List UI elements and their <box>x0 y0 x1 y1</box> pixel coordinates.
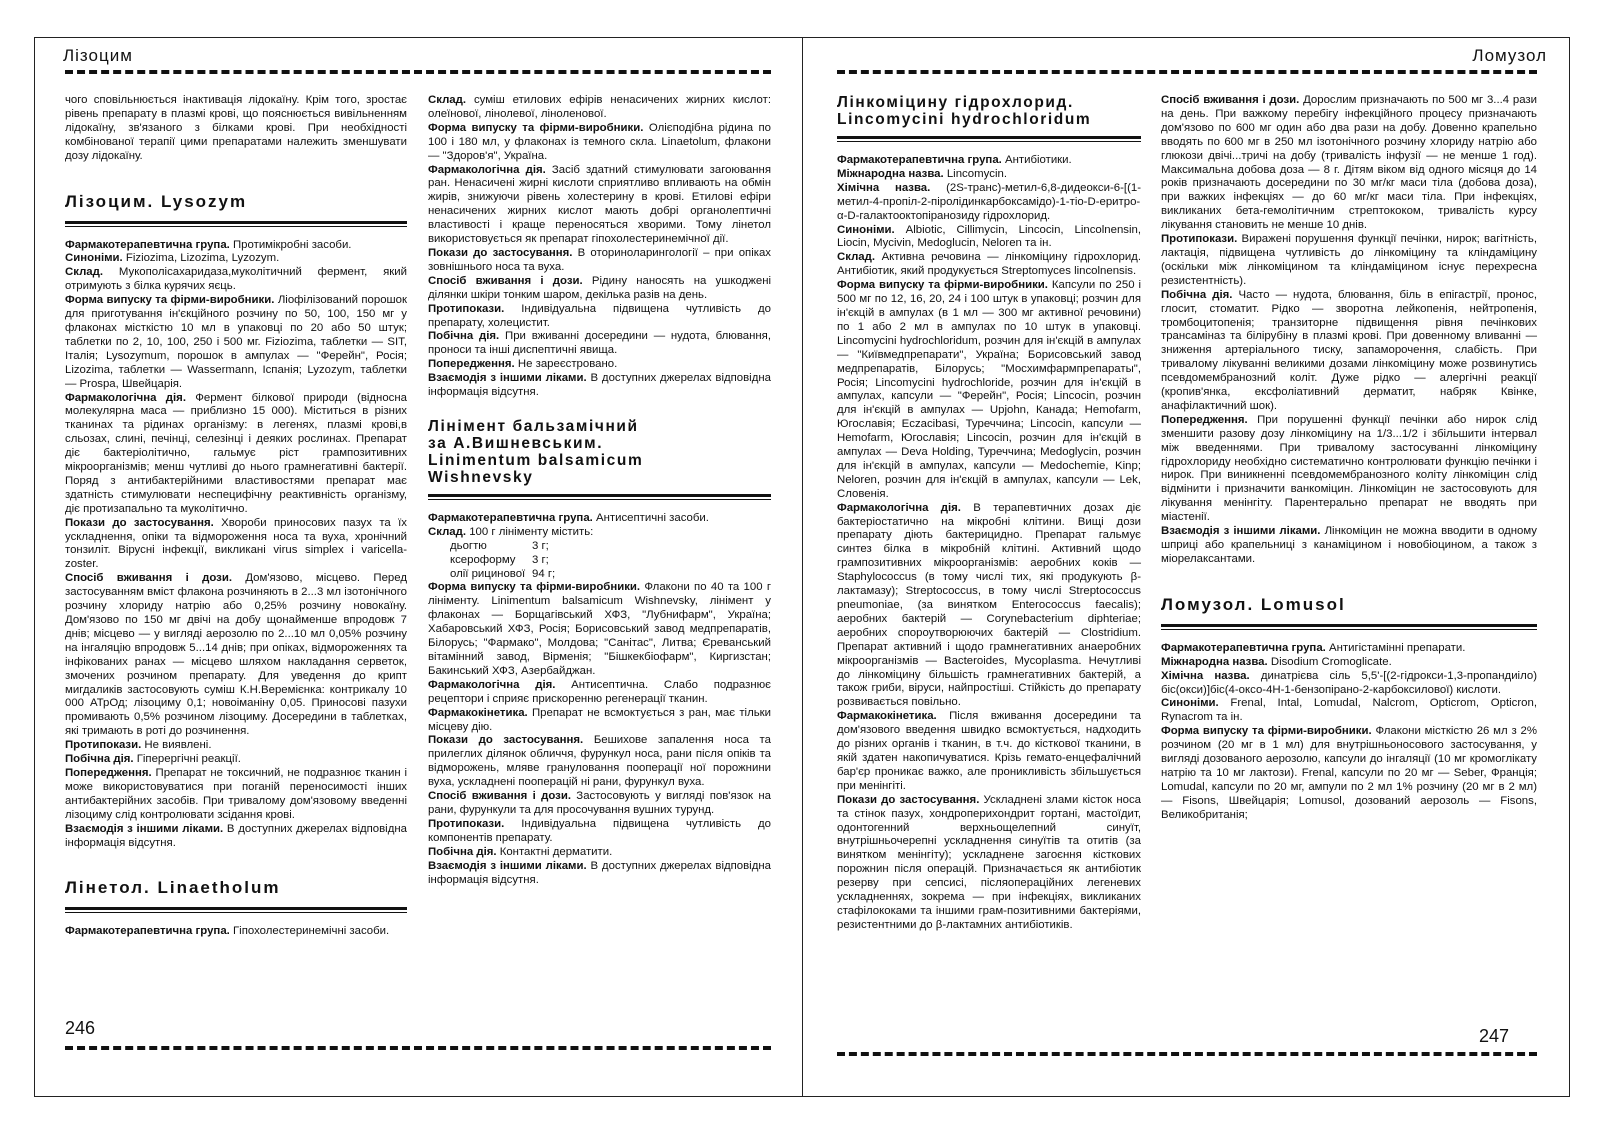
paragraph: Попередження. При порушенні функції печінки або нирок слід зменшити разову дозу лінкоміцину на 1/3...1/2 і збільшити інтервал між введеннями. При тривалому застосуванні лінкоміцину гідрохлориду необхідно систематично контролювати функцію печінки і нирок. При виникненні псевдомембранозного коліту лінкоміцин слід відмінити і призначити ванкоміцин. Лінкоміцин не застосовують для лікування менінгіту. Парентерально препарат не вводять при міастенії. <box>1161 413 1537 524</box>
paragraph: Синоніми. Albiotic, Cillimycin, Lincocin, Lincolnensin, Liocin, Mycivin, Medoglucin, Neloren та ін. <box>837 223 1141 250</box>
left-page <box>34 37 803 1097</box>
paragraph: Фармакотерапевтична група. Протимікробні засоби. <box>65 238 352 251</box>
paragraph: Протипокази. Виражені порушення функції печінки, нирок; вагітність, лактація, підвищена чутливість до лінкоміцину та кліндаміцину (оскільки між лінкоміцином та кліндаміцином існує перехресна резистентність). <box>1161 233 1537 287</box>
title-rule <box>837 136 1141 142</box>
paragraph: Покази до застосування. Ускладнені злами кісток носа та стінок пазух, хондроперихондрит гортані, мастоїдит, одонтогенний верхньощелепний синуїт, внутрішньочерепні ускладнення синуїтів та отитів (за винятком менінгіту); ускладнене загоєння кісткових порожнин після операцій. Призначається як антибіотик резерву при сепсисі, післяопераційних легеневих ускладненнях, зокрема — при інфекціях, викликаних стафілококами та іншими грам-позитивними бактеріями, резистентними до β-лактамних антибіотиків. <box>837 793 1141 931</box>
page-number: 246 <box>65 1018 96 1038</box>
paragraph: Попередження. Не зареєстровано. <box>428 358 618 371</box>
paragraph: Спосіб вживання і дози. Дорослим призначають по 500 мг 3...4 рази на день. При важкому перебігу інфекційного процесу призначають дом'язово по 600 мг один або два рази на добу. Довенно крапельно вводять по 600 мг в 250 мл ізотонічного розчину хлориду натрію або глюкози двічі...тричі на добу (тривалість інфузії — не менше 1 год). Максимальна добова доза — 8 г. Дітям віком від одного місяця до 14 років призначають досередини по 30 мг/кг маси тіла (добова доза), при важких інфекціях — до 60 мг/кг маси тіла. При інфекціях, викликаних бета-гемолітичним стрептококом, тривалість курсу лікування становить не менше 10 днів. <box>1161 94 1538 232</box>
right-page <box>802 37 1570 1097</box>
paragraph: Фармакологічна дія. В терапевтичних дозах діє бактеріостатично на мікробні клітини. Вищі дози препарату діють бактерицидно. Препарат гальмує синтез білка в мікробній клітині. Активний щодо грампозитивних мікроорганізмів: аеробних коків — Staphylococcus (в тому числі тих, які продукують β-лактамазу); Streptococcus, в тому числі Streptococcus pneumoniae, (за винятком Enterococcus faecalis); аеробних бактерій — Corynebacterium diphteriae; аеробних спороутворюючих бактерій — Clostridium. Препарат активний і щодо грамнегативних анаеробних мікроорганізмів — Bacteroides, Mycoplasma. Нечутливі до лінкоміцину більшість грамнегативних бактерій, а також гриби, віруси, найпростіші. Стійкість до препарату розвивається повільно. <box>837 501 1141 709</box>
title-line: за А.Вишневським. <box>428 434 604 452</box>
paragraph: Протипокази. Індивідуальна підвищена чутливість до препарату, холецистит. <box>428 302 771 329</box>
paragraph: Спосіб вживання і дози. Рідину наносять на ушкоджені ділянки шкіри тонким шаром, декілька разів на день. <box>428 274 772 301</box>
paragraph: Фармакотерапевтична група. Гіпохолестеринемічні засоби. <box>65 925 390 938</box>
paragraph: Синоніми. Frenal, Intal, Lomudal, Nalcrom, Opticrom, Opticron, Rynacrom та ін. <box>1161 697 1537 724</box>
paragraph: Склад. Мукополісахаридаза,муколітичний фермент, який отримують з білка курячих яєць. <box>65 266 407 293</box>
column-right-2 <box>1161 94 1537 823</box>
header-divider <box>837 70 1537 74</box>
paragraph: Фармакологічна дія. Антисептична. Слабо подразнює рецептори і сприяє прискоренню регенерації тканин. <box>428 678 771 705</box>
paragraph: Хімічна назва. (2S-транс)-метил-6,8-дидеокси-6-[(1-метил-4-пропіл-2-піролідинкарбоксамідо)-1-тіо-D-еритро-α-D-галактооктопіранозиду гідрохлорид. <box>837 181 1141 222</box>
footer-divider <box>837 1052 1537 1056</box>
paragraph: Фармакокінетика. Препарат не всмоктується з ран, має тільки місцеву дію. <box>428 706 771 733</box>
title-line: Wishnevsky <box>428 468 534 486</box>
paragraph: Покази до застосування. Хвороби приносових пазух та їх ускладнення, опіки та відмороження носа та вуха, хронічний тонзиліт. Вірусні інфекції, викликані virus simplex і varicella-zoster. <box>65 516 407 571</box>
paragraph: Форма випуску та фірми-виробники. Флакони місткістю 26 мл з 2% розчином (20 мг в 1 мл) для внутрішньоносового застосування, у вигляді дозованого аерозолю, капсули до інгаляції (10 мг кромоглікату натрію та 10 мг лактози). Frenal, капсули по 20 мг — Seber, Франція; Lomudal, капсули по 20 мг, ампули по 2 мл 1% розчину (20 мг в 2 мл) — Fisons, Швейцарія; Lomusol, дозований аерозоль — Fisons, Великобританія; <box>1161 725 1537 821</box>
column-right-1 <box>837 88 1141 933</box>
title-line: Linimentum balsamicum <box>428 451 644 469</box>
paragraph: Попередження. Препарат не токсичний, не подразнює тканин і може використовуватися при поганій переносимості інших антибактерійних засобів. При тривалому дом'язовому введенні лізоциму слід контролювати зсідання крові. <box>65 766 407 821</box>
title-line: Lincomycini hydrochloridum <box>837 111 1092 128</box>
paragraph: Форма випуску та фірми-виробники. Капсули по 250 і 500 мг по 12, 16, 20, 24 і 100 штук в упаковці; розчин для ін'єкцій в ампулах (в 1 мл — 300 мг активної речовини) по 1 або 2 мл в ампулах по 10 штук в упаковці. Lincomycini hydrochloridum, розчин для ін'єкцій в ампулах — "Київмедпрепарати", Україна; Борисовський завод медпрепаратів, Білорусь; "Мосхимфармпрепараты", Росія; Lincomycini hydrochloride, розчин для ін'єкцій в ампулах, капсули — "Ферейн", Росія; Lincocin, розчин для ін'єкцій в ампулах — Upjohn, Канада; Hemofarm, Югославія; Eczacibasi, Туреччина; Lincocin, капсули — Hemofarm, Югославія; Lincocin, розчин для ін'єкцій в ампулах — Deva Holding, Туреччина; Medoglycin, розчин для ін'єкцій в ампулах, капсули — Medochemie, Kinp; Neloren, розчин для ін'єкцій в ампулах, капсули — Lek, Словенія. <box>837 279 1141 500</box>
paragraph: Фармакотерапевтична група. Антибіотики. <box>837 154 1072 166</box>
composition-row: олії рицинової 94 г; <box>450 567 556 580</box>
article-title: Лінетол. Linaetholum <box>65 878 281 898</box>
running-header: Лізоцим <box>63 46 133 65</box>
paragraph: Склад. Активна речовина — лінкоміцину гідрохлорид. Антибіотик, який продукується Streptomyces lincolnensis. <box>837 251 1141 278</box>
title-line: Лінкоміцину гідрохлорид. <box>837 94 1074 111</box>
paragraph: Побічна дія. При вживанні досередини — нудота, блювання, проноси та інші диспептичні явища. <box>428 330 772 357</box>
paragraph: Побічна дія. Гіперергічні реакції. <box>65 753 241 766</box>
paragraph: Побічна дія. Контактні дерматити. <box>428 845 613 858</box>
paragraph: Побічна дія. Часто — нудота, блювання, біль в епігастрії, пронос, глосит, стоматит. Рідко — зворотна лейкопенія, нейтропенія, тромбоцитопенія; транзиторне підвищення рівня печінкових трансаміназ та білірубіну в плазмі крові. При довенному вливанні — зниження артеріального тиску, запаморочення, слабість. При тривалому лікуванні великими дозами лінкоміцину може розвинутись псевдомембранозний коліт. Дуже рідко — алергічні реакції (кропив'янка, ексфоліативний дерматит, набряк Квінке, анафілактичний шок). <box>1161 288 1537 412</box>
paragraph: Фармакотерапевтична група. Антисептичні засоби. <box>428 511 709 524</box>
paragraph: Взаємодія з іншими ліками. Лінкоміцин не можна вводити в одному шприці або крапельниці з канаміцином і новобіоцином, а також з міорелаксантами. <box>1161 525 1537 565</box>
title-rule <box>65 221 407 227</box>
paragraph: Протипокази. Не виявлені. <box>65 739 212 752</box>
article-title: Лізоцим. Lysozym <box>65 191 248 211</box>
title-rule <box>65 907 407 913</box>
paragraph: Склад. 100 г лініменту містить: <box>428 525 594 538</box>
paragraph: Покази до застосування. В оториноларингології – при опіках зовнішнього носа та вуха. <box>428 246 771 273</box>
paragraph: Фармакокінетика. Після вживання досередини та дом'язового введення швидко всмоктується, надходить до різних органів і тканин, в т.ч. до кісткової тканини, в якій здатен накопичуватися. Крізь гемато-енцефалічний бар'єр проникає важко, але проникливість збільшується при менінгіті. <box>837 710 1141 792</box>
paragraph: Покази до застосування. Бешихове запалення носа та прилеглих ділянок обличчя, фурункул носа, рани після опіків та відморожень, мляве грануловання пооперації ної порожнини вуха, ускладнені пооперацій ні рани, фурункул вуха. <box>428 734 771 789</box>
paragraph: Синоніми. Fiziozima, Lizozima, Lyzozym. <box>65 252 280 265</box>
title-rule <box>428 494 771 500</box>
composition-row: ксероформу 3 г; <box>450 553 549 566</box>
paragraph: Форма випуску та фірми-виробники. Ліофілізований порошок для приготування ін'єкційного розчину по 50, 100, 150 мг у флаконах місткістю 10 мл в упаковці по 20 або 50 штук; таблетки по 2, 10, 100, 250 і 500 мг. Fiziozima, таблетки — SIT, Італія; Lysozymum, порошок в ампулах — "Ферейн", Росія; Lizozima, таблетки — Wassermann, Іспанія; Lyzozym, таблетки — Prospa, Швейцарія. <box>65 294 407 390</box>
column-left-1 <box>65 94 407 939</box>
paragraph: чого сповільнюється інактивація лідокаїну. Крім того, зростає рівень препарату в плазмі крові, що пояснюється вивільненням лідокаїну, зв'язаного з білками крові. При необхідності комбінованої терапії цими препаратами належить зменшувати дозу лідокаїну. <box>65 94 407 162</box>
footer-divider <box>65 1046 771 1050</box>
article-title <box>428 418 771 486</box>
paragraph: Взаємодія з іншими ліками. В доступних джерелах відповідна інформація відсутня. <box>428 372 771 399</box>
paragraph: Форма випуску та фірми-виробники. Флакони по 40 та 100 г лініменту. Linimentum balsamicum Wishnevsky, лінімент у флаконах — Борщагівський ХФЗ, "Лубнифарм", Україна; Хабаровський ХФЗ, Росія; Борисовський завод медпрепаратів, Білорусь; "Фармако", Молдова; "Санітас", Литва; Єреванський вітамінний завод, Вірменія; "Бішкекбіофарм", Киргизстан; Бакинський ХФЗ, Азербайджан. <box>428 581 772 677</box>
paragraph: Хімічна назва. динатрієва сіль 5,5'-[(2-гідрокси-1,3-пропандиіло) біс(окси)]біс(4-оксо-4Н-1-бензопірано-2-карбоксилової) кислоти. <box>1161 669 1537 696</box>
paragraph: Взаємодія з іншими ліками. В доступних джерелах відповідна інформація відсутня. <box>65 822 407 849</box>
column-left-2 <box>428 94 771 887</box>
paragraph: Фармакотерапевтична група. Антигістамінні препарати. <box>1161 641 1466 654</box>
paragraph: Міжнародна назва. Disodium Cromoglicate. <box>1161 655 1392 668</box>
paragraph: Фармакологічна дія. Засіб здатний стимулювати загоювання ран. Ненасичені жирні кислоти сприятливо впливають на обмін жирів, знижуючи рівень холестерину в крові. Етилові ефіри ненасичених жирних кислот мають добрі органолептичні властивості і краще переносяться хворими. Тому лінетол використовується як препарат гіпохолестеринемічної дії. <box>428 163 771 246</box>
page-number: 247 <box>1478 1026 1509 1046</box>
paragraph: Спосіб вживання і дози. Застосовують у вигляді пов'язок на рани, фурункули та для просочування вушних турунд. <box>428 790 771 816</box>
paragraph: Форма випуску та фірми-виробники. Олієподібна рідина по 100 і 180 мл, у флаконах із темного скла. Linaetolum, флакони — "Здоров'я", Україна. <box>428 121 771 162</box>
title-rule <box>1161 624 1537 630</box>
paragraph: Спосіб вживання і дози. Дом'язово, місцево. Перед застосуванням вміст флакона розчиняють в 2...3 мл ізотонічного розчину хлориду натрію або 0,25% розчину новокаїну. Дом'язово по 150 мг двічі на добу щонайменше впродовж 7 днів; місцево — у вигляді аерозолю по 2...10 мл 0,05% розчину на інгаляцію впродовж 5...14 днів; при опіках, відмороженнях та інфікованих ранах — місцево шляхом накладання серветок, змочених розчином препарату. Для уведення до крипт мигдаликів застосовують суміш К.Н.Веремієнка: контрикалу 10 000 АТрОд; лізоциму 0,1; новоіманіну 0,05. Приносові пазухи промивають 0,5% розчином лізоциму. Досередини в таблетках, які тримають в роті до розчинення. <box>65 572 407 738</box>
title-line: Лінімент бальзамічний <box>428 417 639 435</box>
paragraph: Склад. суміш етилових ефірів ненасичених жирних кислот: олеїнової, лінолевої, ліноленової. <box>428 94 771 120</box>
paragraph: Протипокази. Індивідуальна підвищена чутливість до компонентів препарату. <box>428 817 771 844</box>
article-title <box>837 94 1141 128</box>
composition-row: дьогтю 3 г; <box>450 539 549 552</box>
header-divider <box>65 70 771 74</box>
paragraph: Фармакологічна дія. Фермент білкової природи (відносна молекулярна маса — приблизно 15 000). Міститься в різних тканинах та рідинах організму: в легенях, плазмі крові,в сльозах, слині, печінці, селезінці і деяких рослинах. Препарат діє бактеріолітично, гальмує ріст грампозитивних мікроорганізмів; менш чутливі до нього грамнегативні бактерії. Поряд з антибактерійними властивостями препарат має здатність стимулювати неспецифічну реактивність організму, діє протизапально та муколітично. <box>65 391 407 515</box>
article-title: Ломузол. Lomusol <box>1161 594 1346 614</box>
paragraph: Взаємодія з іншими ліками. В доступних джерелах відповідна інформація відсутня. <box>428 859 771 886</box>
running-header: Ломузол <box>1472 46 1547 65</box>
composition-table <box>450 540 771 582</box>
paragraph: Міжнародна назва. Lincomycin. <box>837 167 1007 180</box>
